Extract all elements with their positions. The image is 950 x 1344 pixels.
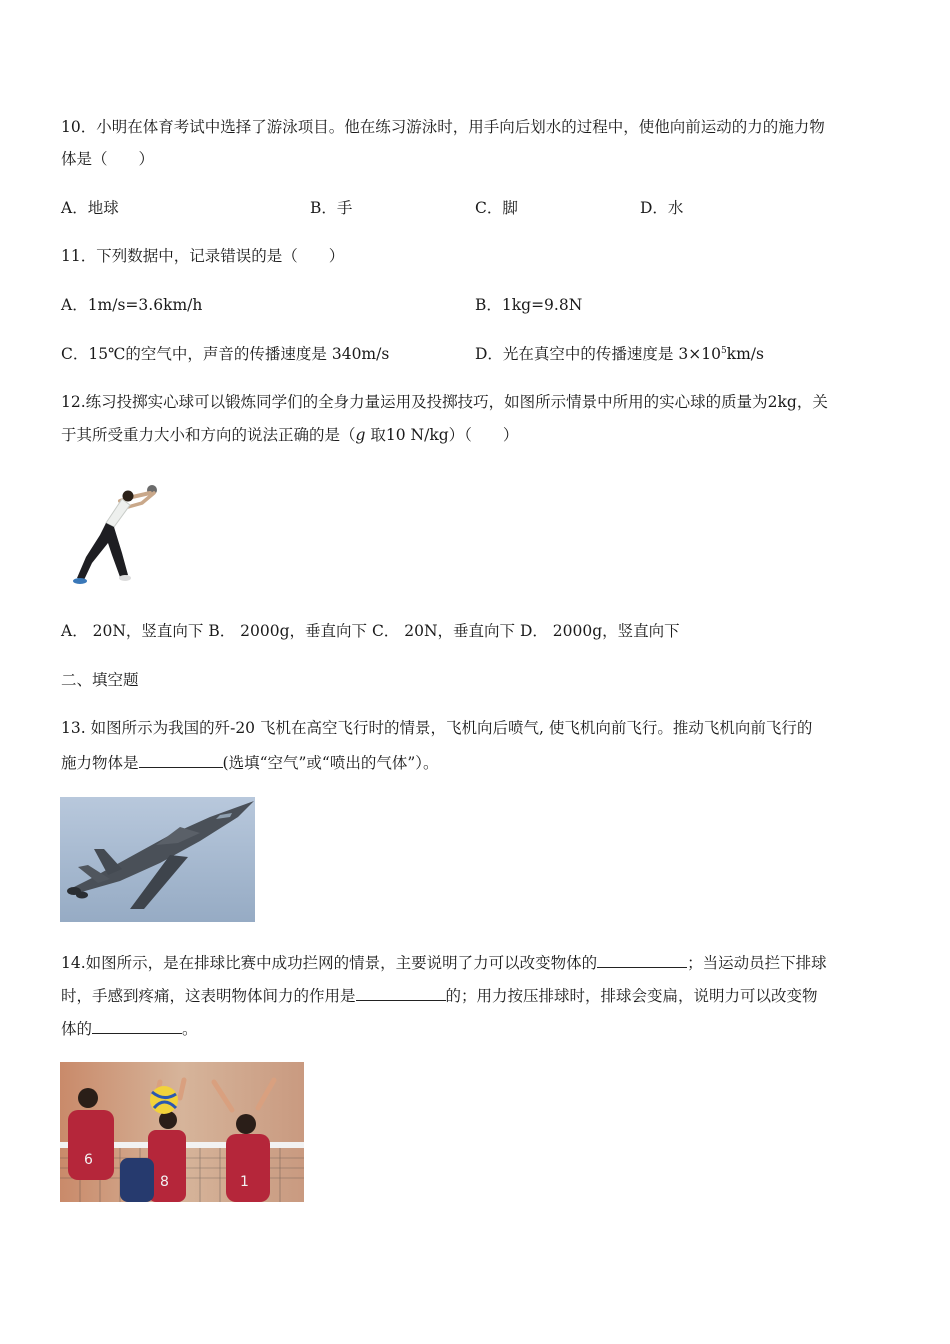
q11-option-d-exponent: 5: [720, 345, 727, 356]
q14-answer-blank-3[interactable]: [92, 1017, 182, 1034]
q11-option-a[interactable]: A．1m/s=3.6km/h: [61, 296, 203, 314]
q12-stem-line1: 12.练习投掷实心球可以锻炼同学们的全身力量运用及投掷技巧，如图所示情景中所用的实心球的质量为2kg，关: [61, 393, 828, 411]
q11-option-d-unit: km/s: [726, 345, 764, 363]
q13-stem-line2-end: (选填“空气”或“喷出的气体”）。: [222, 754, 439, 772]
q13-stem-line2: [61, 751, 439, 773]
q12-stem-line2-end: 取10 N/kg）（ ）: [365, 426, 519, 444]
shot-put-thrower-figure: [62, 483, 166, 591]
q13-answer-blank[interactable]: [139, 751, 223, 768]
volleyball-block-photo: [60, 1062, 304, 1202]
q12-g-symbol: g: [355, 426, 366, 444]
q10-option-b[interactable]: B．手: [310, 199, 353, 217]
q14-stem-line3-start: 体的: [61, 1020, 93, 1038]
q10-option-d[interactable]: D．水: [640, 199, 684, 217]
section-fill-in-title: 二、填空题: [61, 671, 139, 689]
q14-stem-line1: [61, 951, 827, 973]
q11-option-b[interactable]: B．1kg=9.8N: [475, 296, 583, 314]
q13-stem-line2-start: 施力物体是: [61, 754, 139, 772]
q14-stem-line2: [61, 984, 818, 1006]
q11-stem: 11．下列数据中，记录错误的是（ ）: [61, 247, 345, 265]
q10-stem-line2: 体是（ ）: [61, 150, 155, 168]
q14-stem-line1-start: 14.如图所示，是在排球比赛中成功拦网的情景，主要说明了力可以改变物体的: [61, 954, 598, 972]
jersey-number-8: 8: [160, 1174, 169, 1190]
q14-answer-blank-1[interactable]: [597, 951, 687, 968]
q14-stem-line3-end: 。: [182, 1020, 198, 1038]
q14-stem-line3: [61, 1017, 198, 1039]
jersey-number-6: 6: [84, 1152, 93, 1168]
q14-stem-line2-end: 的；用力按压排球时，排球会变扁，说明力可以改变物: [445, 987, 818, 1005]
fighter-jet-photo: [60, 797, 255, 922]
q12-stem-line2-start: 于其所受重力大小和方向的说法正确的是（: [61, 426, 356, 444]
q12-options[interactable]: A． 20N，竖直向下 B． 2000g，垂直向下 C． 20N，垂直向下 D． 2000g，竖直向下: [61, 622, 680, 640]
q14-stem-line1-end: ；当运动员拦下排球: [687, 954, 827, 972]
q11-option-d-base: D．光在真空中的传播速度是 3×10: [475, 345, 721, 363]
q14-stem-line2-start: 时，手感到疼痛，这表明物体间力的作用是: [61, 987, 356, 1005]
q11-option-c[interactable]: C．15℃的空气中，声音的传播速度是 340m/s: [61, 345, 390, 363]
q13-stem-line1: 13. 如图所示为我国的歼-20 飞机在高空飞行时的情景，飞机向后喷气, 使飞机向前飞行。推动飞机向前飞行的: [61, 719, 813, 737]
q11-option-d[interactable]: [475, 344, 764, 364]
q10-stem-line1: 10．小明在体育考试中选择了游泳项目。他在练习游泳时，用手向后划水的过程中，使他向前运动的力的施力物: [61, 118, 825, 136]
q10-option-c[interactable]: C．脚: [475, 199, 518, 217]
jersey-number-1: 1: [240, 1174, 249, 1190]
q10-option-a[interactable]: A．地球: [61, 199, 119, 217]
q14-answer-blank-2[interactable]: [356, 984, 446, 1001]
q12-stem-line2: [61, 425, 518, 445]
